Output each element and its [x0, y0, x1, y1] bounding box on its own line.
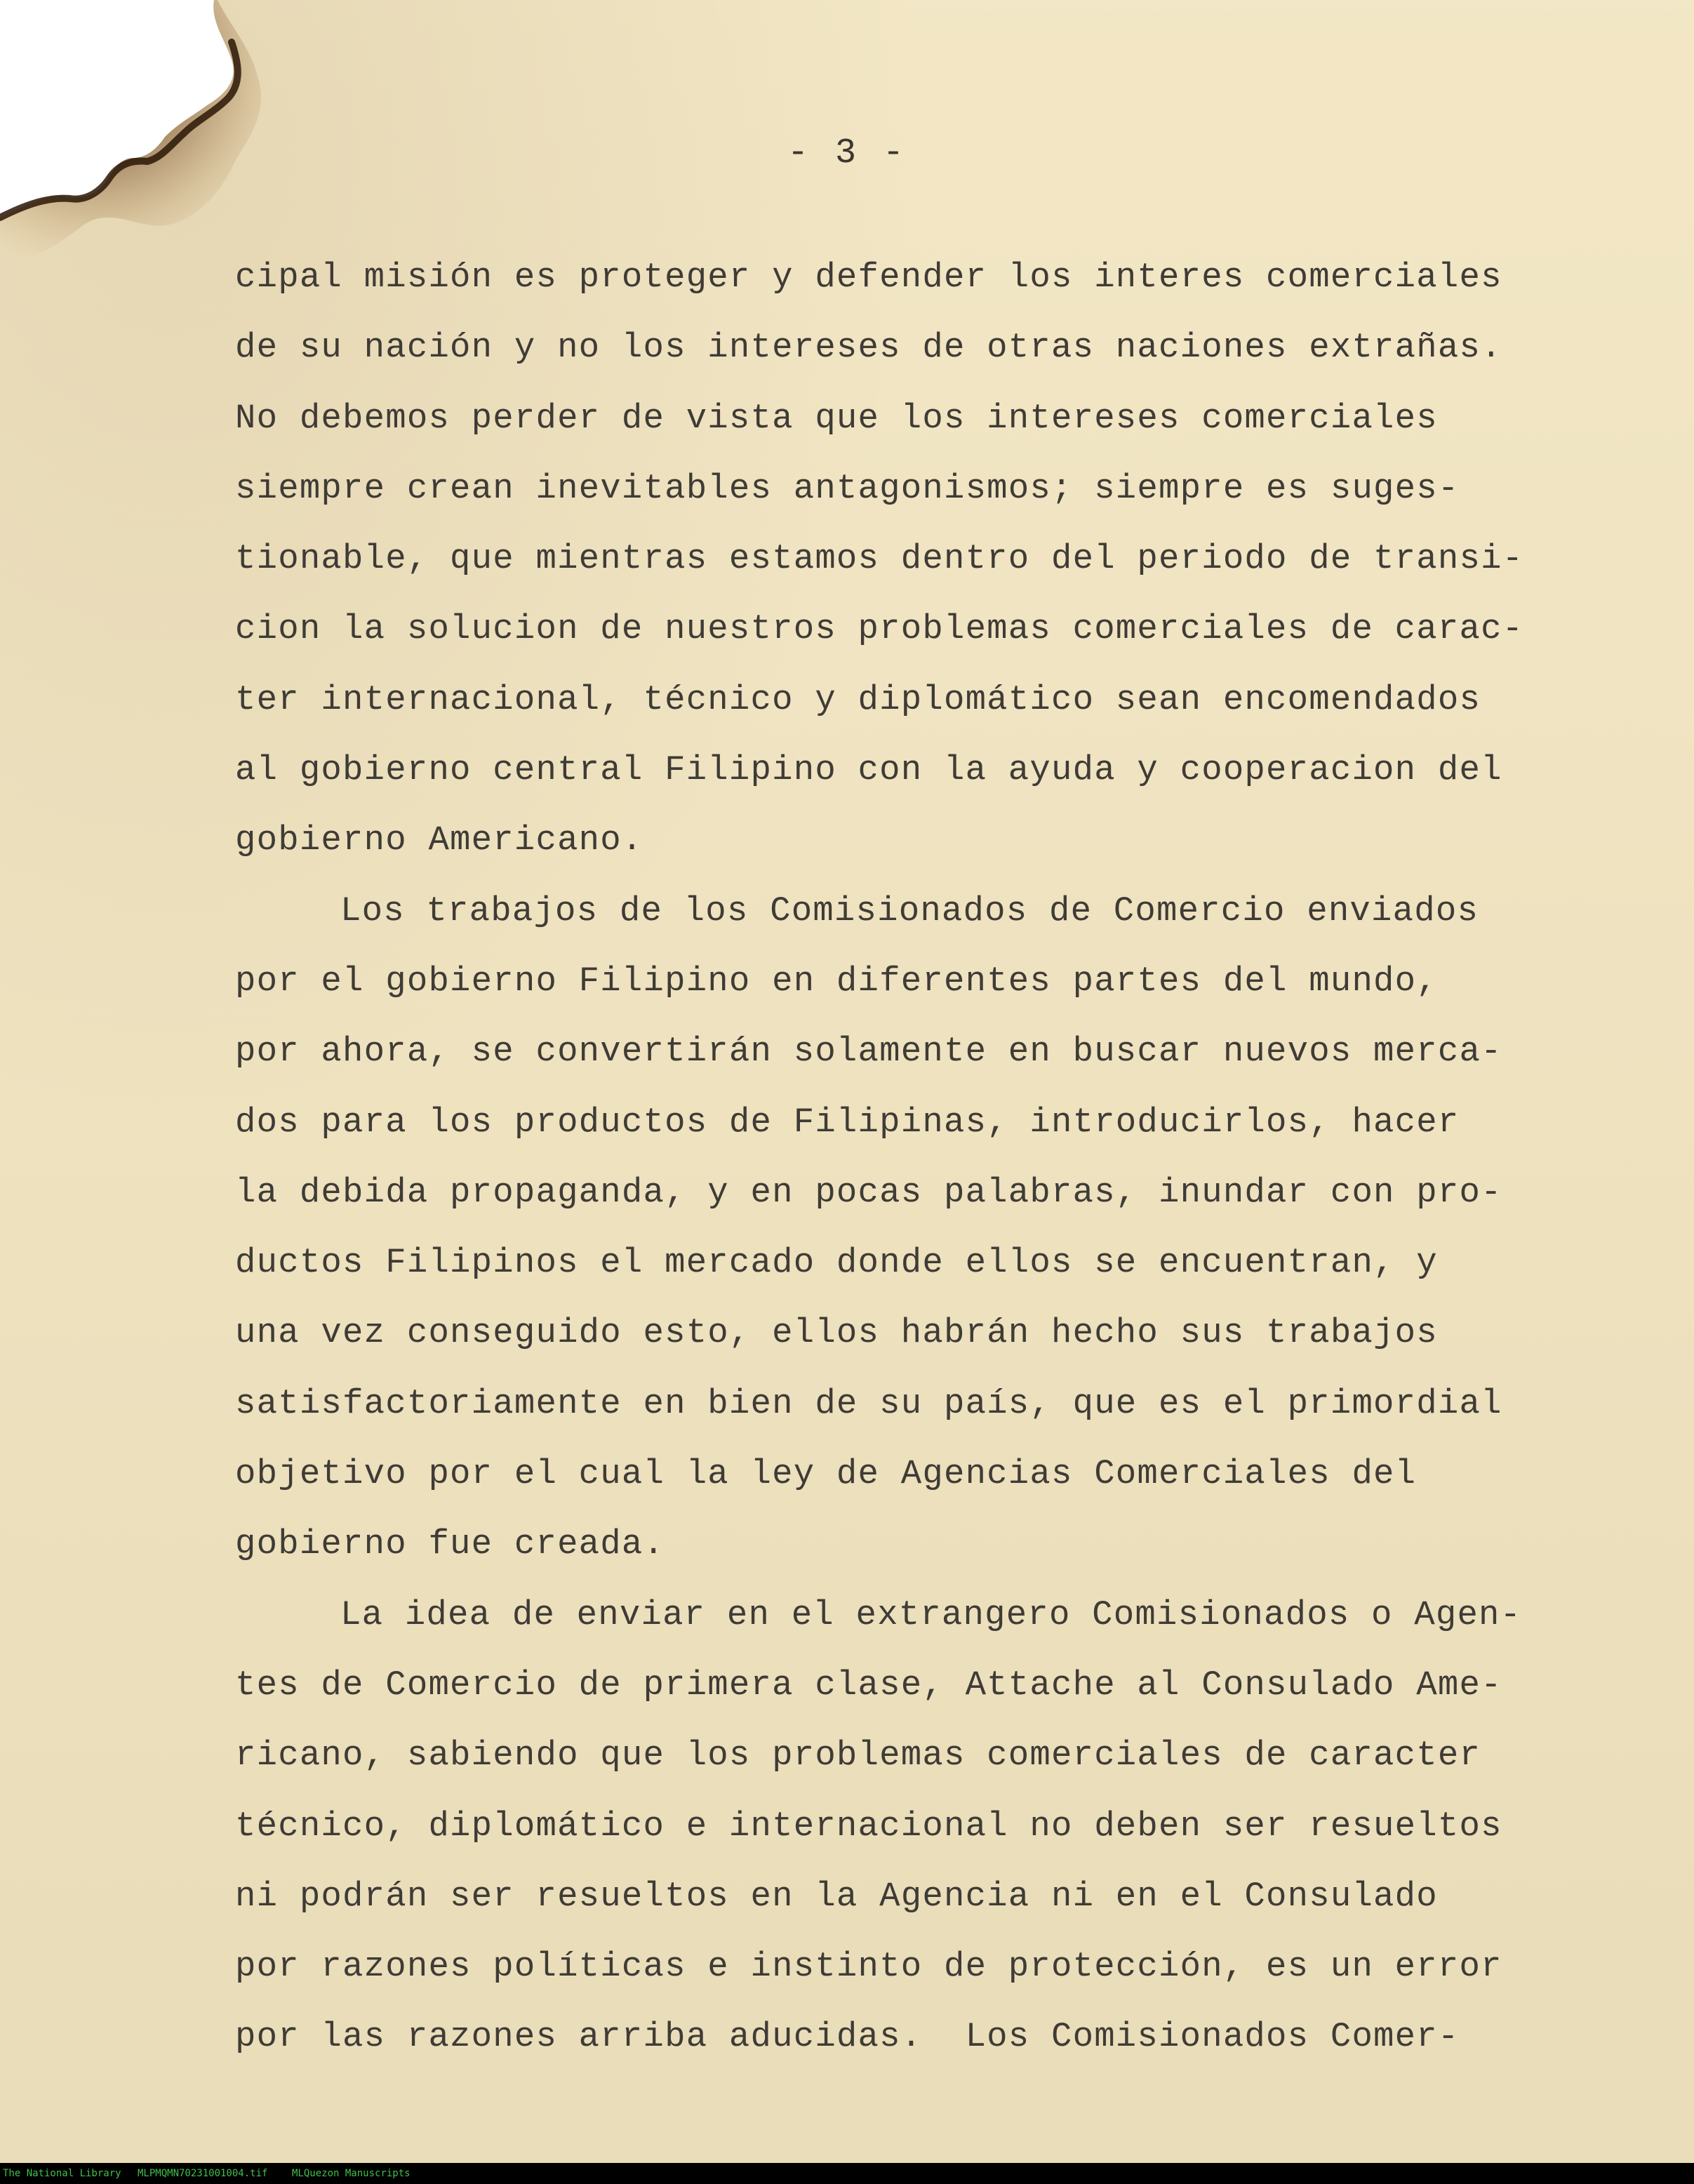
letter-body	[235, 242, 1568, 2072]
text-line: la debida propaganda, y en pocas palabras, inundar con pro-	[235, 1172, 1502, 1212]
page-number: - 3 -	[787, 133, 907, 173]
text-line: objetivo por el cual la ley de Agencias Comerciales del	[235, 1454, 1417, 1494]
text-line: ni podrán ser resueltos en la Agencia ni en el Consulado	[235, 1876, 1438, 1916]
text-line: cion la solucion de nuestros problemas comerciales de carac-	[235, 609, 1524, 649]
text-line: No debemos perder de vista que los intereses comerciales	[235, 398, 1438, 438]
text-line: Los trabajos de los Comisionados de Comercio enviados	[340, 891, 1479, 931]
text-line: gobierno Americano.	[235, 820, 643, 860]
text-line: una vez conseguido esto, ellos habrán hecho sus trabajos	[235, 1313, 1438, 1353]
text-line: técnico, diplomático e internacional no deben ser resueltos	[235, 1806, 1502, 1846]
text-line: por las razones arriba aducidas. Los Comisionados Comer-	[235, 2017, 1460, 2057]
text-line: por razones políticas e instinto de protección, es un error	[235, 1947, 1502, 1987]
text-line: por ahora, se convertirán solamente en buscar nuevos merca-	[235, 1032, 1502, 1072]
text-line: por el gobierno Filipino en diferentes partes del mundo,	[235, 961, 1438, 1001]
text-line: ductos Filipinos el mercado donde ellos se encuentran, y	[235, 1243, 1438, 1283]
text-line: satisfactoriamente en bien de su país, que es el primordial	[235, 1383, 1502, 1423]
text-line: de su nación y no los intereses de otras naciones extrañas.	[235, 328, 1502, 368]
text-line: gobierno fue creada.	[235, 1524, 665, 1564]
text-line: tionable, que mientras estamos dentro del periodo de transi-	[235, 539, 1524, 579]
paragraph-3	[235, 1580, 1568, 2072]
paragraph-1	[235, 242, 1568, 876]
text-line: ter internacional, técnico y diplomático sean encomendados	[235, 679, 1481, 719]
paragraph-2	[235, 876, 1568, 1580]
footer-collection: MLQuezon Manuscripts	[292, 2168, 411, 2179]
footer-file-id: MLPMQMN70231001004.tif	[138, 2168, 268, 2179]
footer-library: The National Library	[3, 2168, 121, 2179]
text-line: al gobierno central Filipino con la ayuda y cooperacion del	[235, 750, 1502, 790]
text-line: dos para los productos de Filipinas, introducirlos, hacer	[235, 1102, 1460, 1142]
text-line: tes de Comercio de primera clase, Attache al Consulado Ame-	[235, 1665, 1502, 1705]
text-line: siempre crean inevitables antagonismos; siempre es suges-	[235, 468, 1460, 508]
text-line: La idea de enviar en el extrangero Comisionados o Agen-	[340, 1594, 1522, 1634]
archive-footer-bar	[0, 2163, 1694, 2184]
text-line: ricano, sabiendo que los problemas comerciales de caracter	[235, 1736, 1481, 1776]
text-line: cipal misión es proteger y defender los interes comerciales	[235, 258, 1502, 297]
